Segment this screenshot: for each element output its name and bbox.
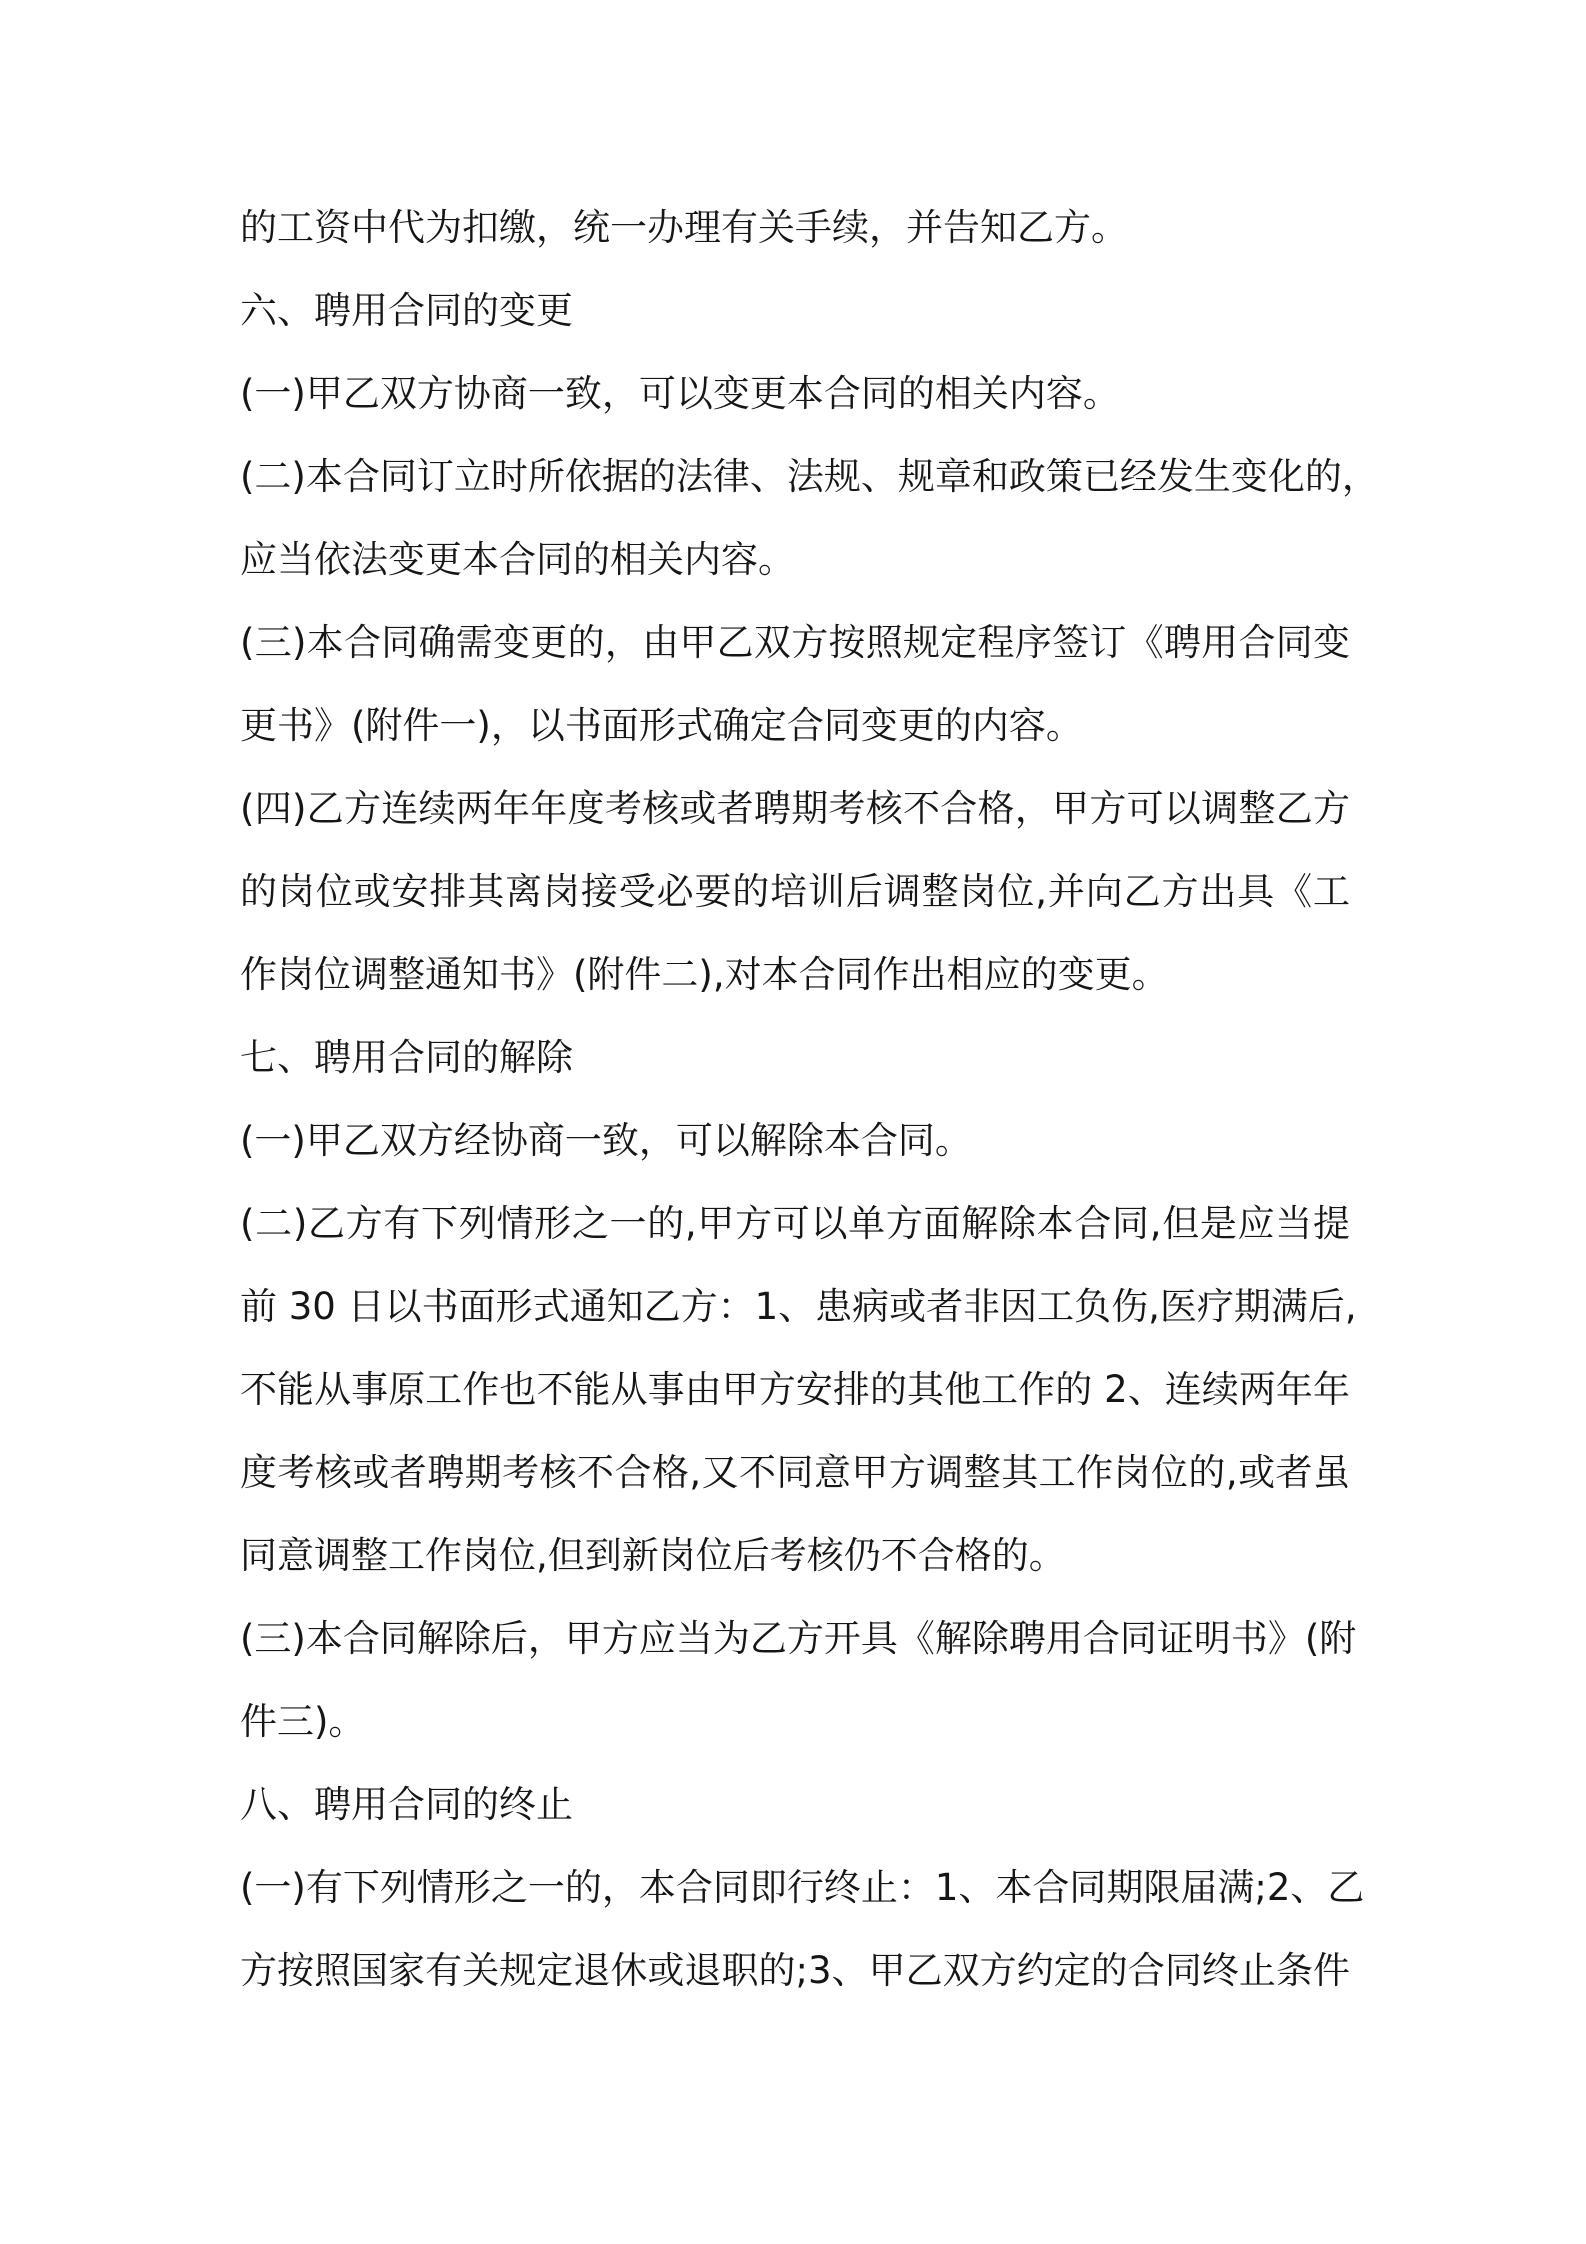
text-line: (三)本合同确需变更的，由甲乙双方按照规定程序签订《聘用合同变 [240,621,1350,664]
document-body [240,186,1379,2012]
text-line: (一)有下列情形之一的，本合同即行终止：1、本合同期限届满;2、乙 [240,1866,1365,1909]
section-heading-6: 六、聘用合同的变更 [240,289,573,332]
text-line: 作岗位调整通知书》(附件二),对本合同作出相应的变更。 [240,953,1169,996]
text-line: (一)甲乙双方协商一致，可以变更本合同的相关内容。 [240,372,1120,415]
text-line: 度考核或者聘期考核不合格,又不同意甲方调整其工作岗位的,或者虽 [240,1451,1350,1494]
text-line: (二)乙方有下列情形之一的,甲方可以单方面解除本合同,但是应当提 [240,1202,1350,1245]
text-line: 件三)。 [240,1700,366,1743]
section-heading-8: 八、聘用合同的终止 [240,1783,573,1826]
text-line: (一)甲乙双方经协商一致，可以解除本合同。 [240,1119,972,1162]
text-line: 的岗位或安排其离岗接受必要的培训后调整岗位,并向乙方出具《工 [240,870,1350,913]
text-line: 前 30 日以书面形式通知乙方：1、患病或者非因工负伤,医疗期满后, [240,1285,1357,1328]
text-line: (三)本合同解除后，甲方应当为乙方开具《解除聘用合同证明书》(附 [240,1617,1357,1660]
text-line: 不能从事原工作也不能从事由甲方安排的其他工作的 2、连续两年年 [240,1368,1350,1411]
text-line: 方按照国家有关规定退休或退职的;3、甲乙双方约定的合同终止条件 [240,1949,1350,1992]
text-line: (二)本合同订立时所依据的法律、法规、规章和政策已经发生变化的， [240,455,1379,498]
text-line: 同意调整工作岗位,但到新岗位后考核仍不合格的。 [240,1534,1066,1577]
section-heading-7: 七、聘用合同的解除 [240,1036,573,1079]
text-line: (四)乙方连续两年年度考核或者聘期考核不合格，甲方可以调整乙方 [240,787,1350,830]
text-line: 应当依法变更本合同的相关内容。 [240,538,795,581]
text-line: 的工资中代为扣缴，统一办理有关手续，并告知乙方。 [240,206,1128,249]
text-line: 更书》(附件一)，以书面形式确定合同变更的内容。 [240,704,1083,747]
